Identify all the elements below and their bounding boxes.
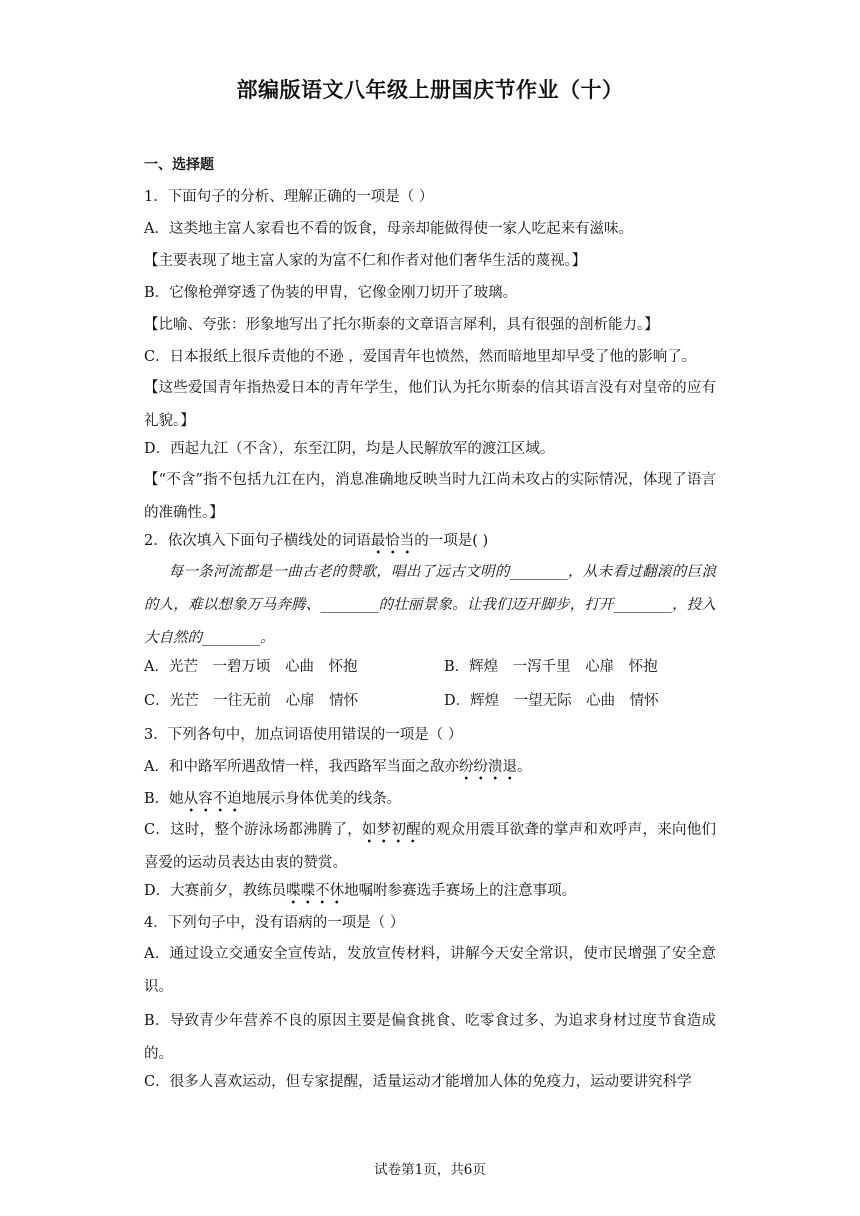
- question-4-stem: 4．下列句子中，没有语病的一项是（ ）: [144, 915, 405, 931]
- option-b-text-end: 地展示身体优美的线条。: [241, 791, 402, 807]
- question-2-option-c: C．光芒 一往无前 心扉 情怀: [144, 693, 359, 709]
- question-2-stem-end: 的一项是( ): [414, 533, 489, 549]
- dotted-words: 从容不迫: [184, 791, 242, 812]
- question-content: [144, 155, 716, 1104]
- question-2-stem: [144, 531, 716, 551]
- question-3-option-c: [144, 814, 716, 880]
- option-d-text-end: 地嘱咐参赛选手赛场上的注意事项。: [344, 883, 577, 899]
- question-4-option-b: B．导致青少年营养不良的原因主要是偏食挑食、吃零食过多、为追求身材过度节食造成的。: [144, 1013, 716, 1062]
- question-2-options-row-2: [144, 691, 716, 711]
- question-4: [144, 913, 716, 1092]
- question-1-note-b: 【比喻、夸张：形象地写出了托尔斯泰的文章语言犀利，具有很强的剖析能力。】: [144, 317, 659, 333]
- question-2: [144, 531, 716, 711]
- section-heading: 一、选择题: [144, 157, 214, 173]
- option-a-text-end: 。: [516, 759, 532, 775]
- option-d-text-start: D．大赛前夕，教练员: [144, 883, 287, 899]
- question-3-stem: 3．下列各句中，加点词语使用错误的一项是（ ）: [144, 727, 463, 743]
- dotted-words: 纷纷溃退: [459, 759, 517, 780]
- question-1-note-d: 【“不含”指不包括九江在内，消息准确地反映当时九江尚未攻占的实际情况，体现了语言的准确性。】: [144, 472, 716, 521]
- question-3: [144, 725, 716, 901]
- question-1-note-a: 【主要表现了地主富人家的为富不仁和作者对他们奢华生活的蔑视。】: [144, 253, 587, 269]
- question-3-option-d: [144, 881, 716, 901]
- question-4-option-a: A．通过设立交通安全宣传站，发放宣传材料，讲解今天安全常识，使市民增强了安全意识。: [144, 946, 716, 995]
- question-2-option-d: D．辉煌 一望无际 心曲 情怀: [444, 693, 659, 709]
- question-3-option-b: [144, 789, 716, 809]
- option-a-text-start: A．和中路军所遇敌情一样，我西路军当面之敌亦: [144, 759, 459, 775]
- question-1-note-c: 【这些爱国青年指热爱日本的青年学生，他们认为托尔斯泰的信其语言没有对皇帝的应有礼貌。】: [144, 380, 716, 429]
- option-c-text-start: C．这时，整个游泳场都沸腾了，: [144, 822, 363, 838]
- question-2-options-row-1: [144, 657, 716, 677]
- page-title: 部编版语文八年级上册国庆节作业（十）: [236, 78, 624, 102]
- question-2-option-a: A．光芒 一碧万顷 心曲 怀抱: [144, 659, 358, 675]
- dotted-words: 喋喋不休: [286, 883, 344, 904]
- question-2-option-b: B．辉煌 一泻千里 心扉 怀抱: [444, 659, 658, 675]
- dotted-words: 如梦初醒: [362, 822, 421, 843]
- question-1-stem: 1．下面句子的分析、理解正确的一项是（ ）: [144, 189, 434, 205]
- question-1-option-d: D．西起九江（不含），东至江阴，均是人民解放军的渡江区域。: [144, 441, 555, 457]
- question-1-option-a: A．这类地主富人家看也不看的饭食，母亲却能做得使一家人吃起来有滋味。: [144, 221, 633, 237]
- question-3-option-a: [144, 757, 716, 777]
- question-2-stem-start: 2．依次填入下面句子横线处的词语: [144, 533, 371, 549]
- question-2-passage: 每一条河流都是一曲古老的赞歌，唱出了远古文明的________，从未看过翻滚的巨浪的人，难以想象万马奔腾、________的壮丽景象。让我们迈开脚步，打开________，投入大自然的________。: [144, 564, 716, 646]
- dotted-words: 最恰当: [371, 533, 415, 554]
- option-c-text-end: 的观众用震耳欲聋的掌声和欢呼声，来向他们喜爱的运动员表达由衷的赞赏。: [144, 822, 717, 871]
- question-1: [144, 187, 716, 530]
- question-4-option-c: C．很多人喜欢运动，但专家提醒，适量运动才能增加人体的免疫力，运动要讲究科学: [144, 1074, 692, 1090]
- question-1-option-b: B．它像枪弹穿透了伪装的甲胄，它像金刚刀切开了玻璃。: [144, 285, 518, 301]
- question-1-option-c: C．日本报纸上很斥责他的不逊 ，爱国青年也愤然，然而暗地里却早受了他的影响了。: [144, 349, 697, 365]
- page-footer: 试卷第1页，共6页: [374, 1162, 486, 1178]
- option-b-text-start: B．她: [144, 791, 184, 807]
